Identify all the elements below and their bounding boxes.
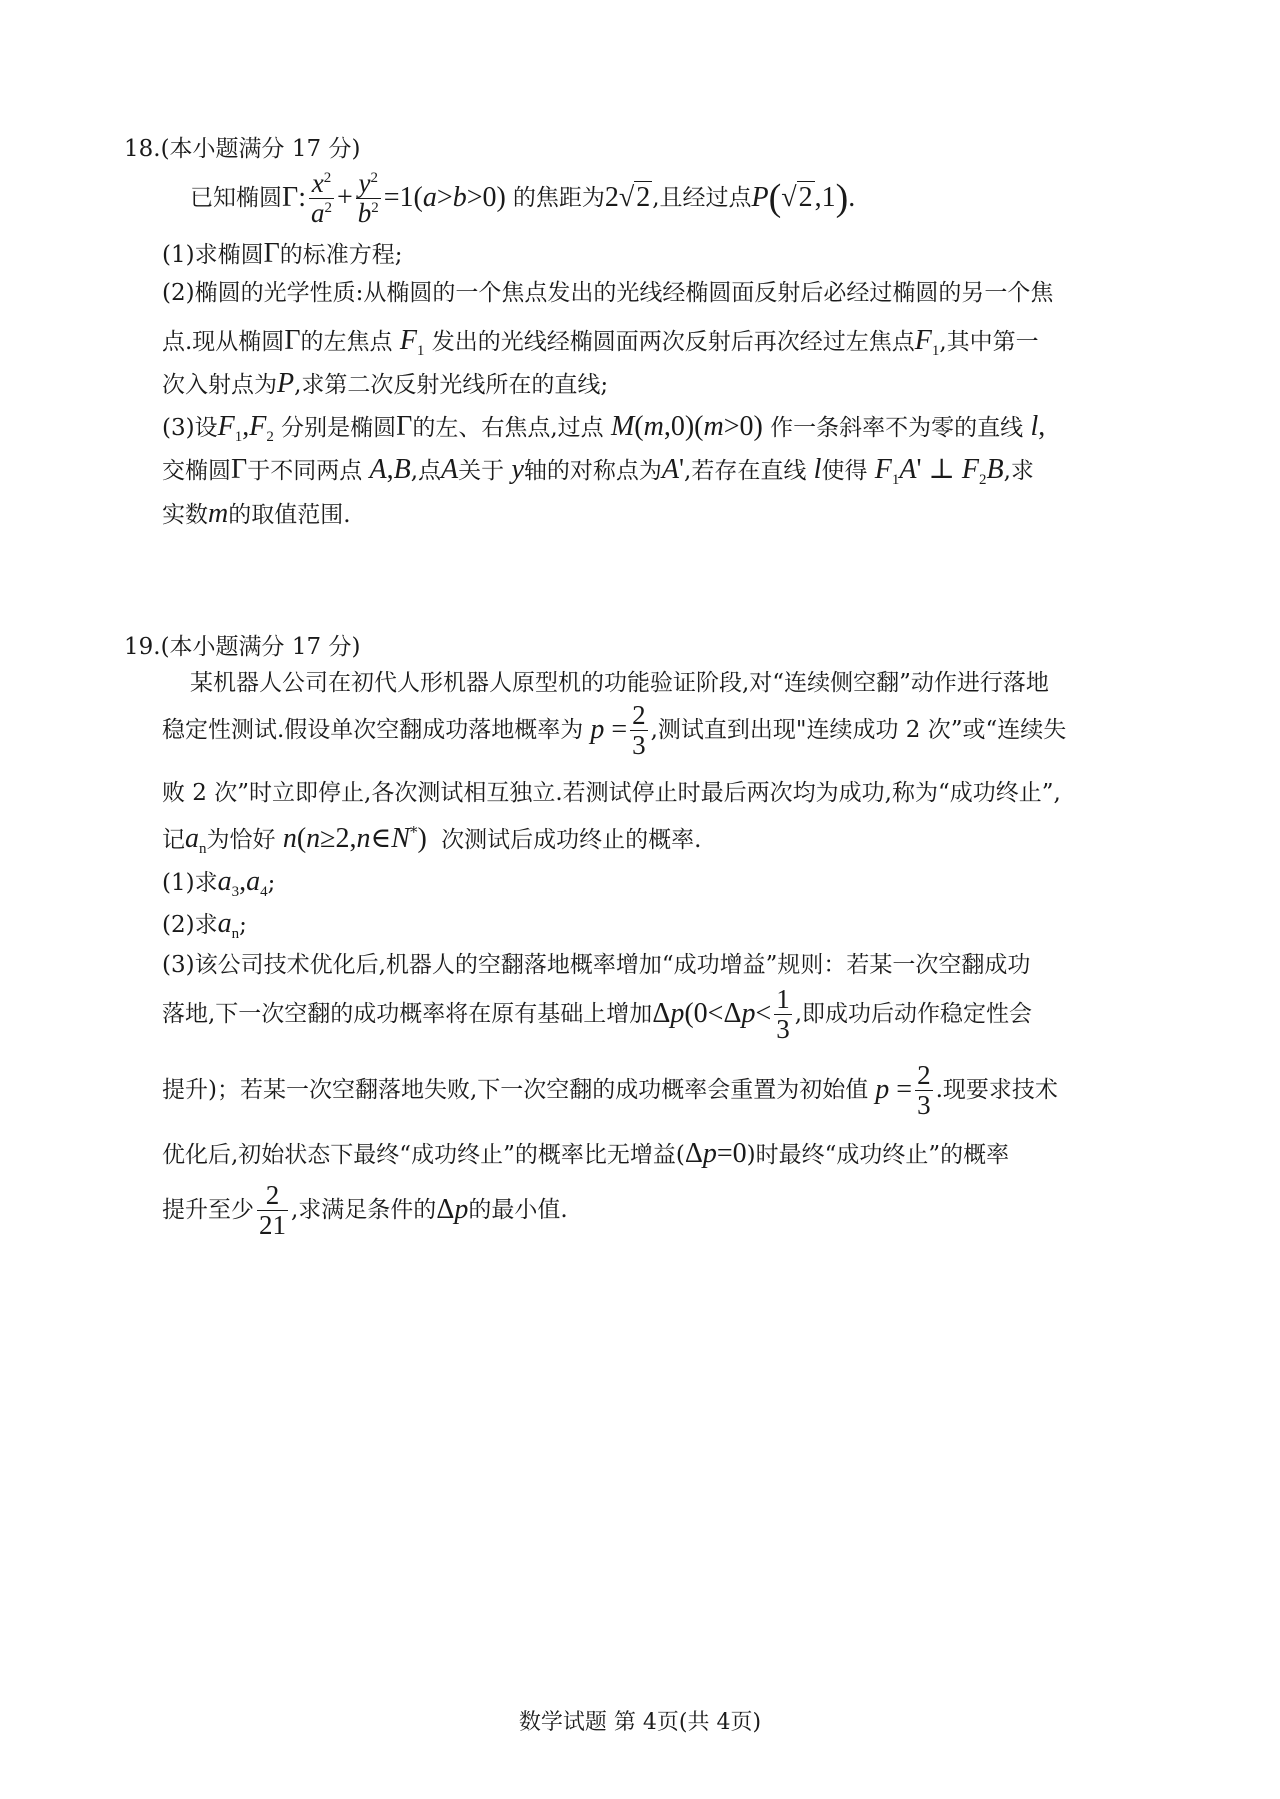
- q19-part2: (2)求$a_n$;: [162, 908, 247, 942]
- q19-part3-line2: 落地,下一次空翻的成功概率将在原有基础上增加 Δ p (0<Δ p < $\frac{1}{3}$ ,即成功后动作稳定性会: [162, 984, 1033, 1044]
- q19-line2: 稳定性测试.假设单次空翻成功落地概率为 p = $\frac{2}{3}$ ,测试直到出现"连续成功 2 次”或“连续失: [162, 700, 1067, 760]
- q18-header: 18.(本小题满分 17 分): [124, 136, 361, 162]
- q18-part2-line3: 次入射点为P,求第二次反射光线所在的直线;: [162, 368, 609, 399]
- q19-part3-line4: 优化后,初始状态下最终“成功终止”的概率比无增益(Δp=0)时最终“成功终止”的概率: [162, 1138, 1010, 1169]
- q19-header: 19.(本小题满分 17 分): [124, 634, 361, 660]
- q18-part2-line2: 点.现从椭圆Γ的左焦点 $F_1$ 发出的光线经椭圆面两次反射后再次经过左焦点$F_1$,其中第一: [162, 325, 1039, 359]
- q19-part3-line1: (3)该公司技术优化后,机器人的空翻落地概率增加“成功增益”规则：若某一次空翻成功: [162, 952, 1031, 978]
- q18-part3-line1: (3)设$F_1,F_2$ 分别是椭圆Γ的左、右焦点,过点 M(m,0)(m>0) 作一条斜率不为零的直线 l,: [162, 411, 1046, 445]
- page-footer: 数学试题 第 4页(共 4页): [518, 1710, 762, 1735]
- q18-stem: 已知椭圆 Γ: $\frac{x^2}{a^2}$ + $\frac{y^2}{b^2}$ =1( a > b >0) 的焦距为 2√2 ,且经过点 P (√2,1).: [190, 168, 856, 228]
- q18-part3-line2: 交椭圆Γ于不同两点 A,B,点A关于 y轴的对称点为A',若存在直线 l使得 $F_1A'$ ⊥ $F_2B$,求: [162, 454, 1034, 488]
- q19-part1: (1)求$a_3,a_4$;: [162, 866, 276, 900]
- q18-part3-line3: 实数m的取值范围.: [162, 498, 351, 529]
- q18-part2-line1: (2)椭圆的光学性质:从椭圆的一个焦点发出的光线经椭圆面反射后必经过椭圆的另一个焦: [162, 280, 1054, 306]
- q18-part1: (1)求椭圆Γ的标准方程;: [162, 238, 403, 269]
- q19-part3-line5: 提升至少 $\frac{2}{21}$ ,求满足条件的 Δ p 的最小值.: [162, 1180, 568, 1240]
- q19-line1: 某机器人公司在初代人形机器人原型机的功能验证阶段,对“连续侧空翻”动作进行落地: [190, 670, 1049, 696]
- q19-line3: 败 2 次”时立即停止,各次测试相互独立.若测试停止时最后两次均为成功,称为“成功终止”,: [162, 780, 1061, 806]
- q19-line4: 记$a_n$为恰好 n(n≥2,n∈N*) 次测试后成功终止的概率.: [162, 823, 702, 857]
- q19-part3-line3: 提升)；若某一次空翻落地失败,下一次空翻的成功概率会重置为初始值 p = $\frac{2}{3}$ .现要求技术: [162, 1060, 1058, 1120]
